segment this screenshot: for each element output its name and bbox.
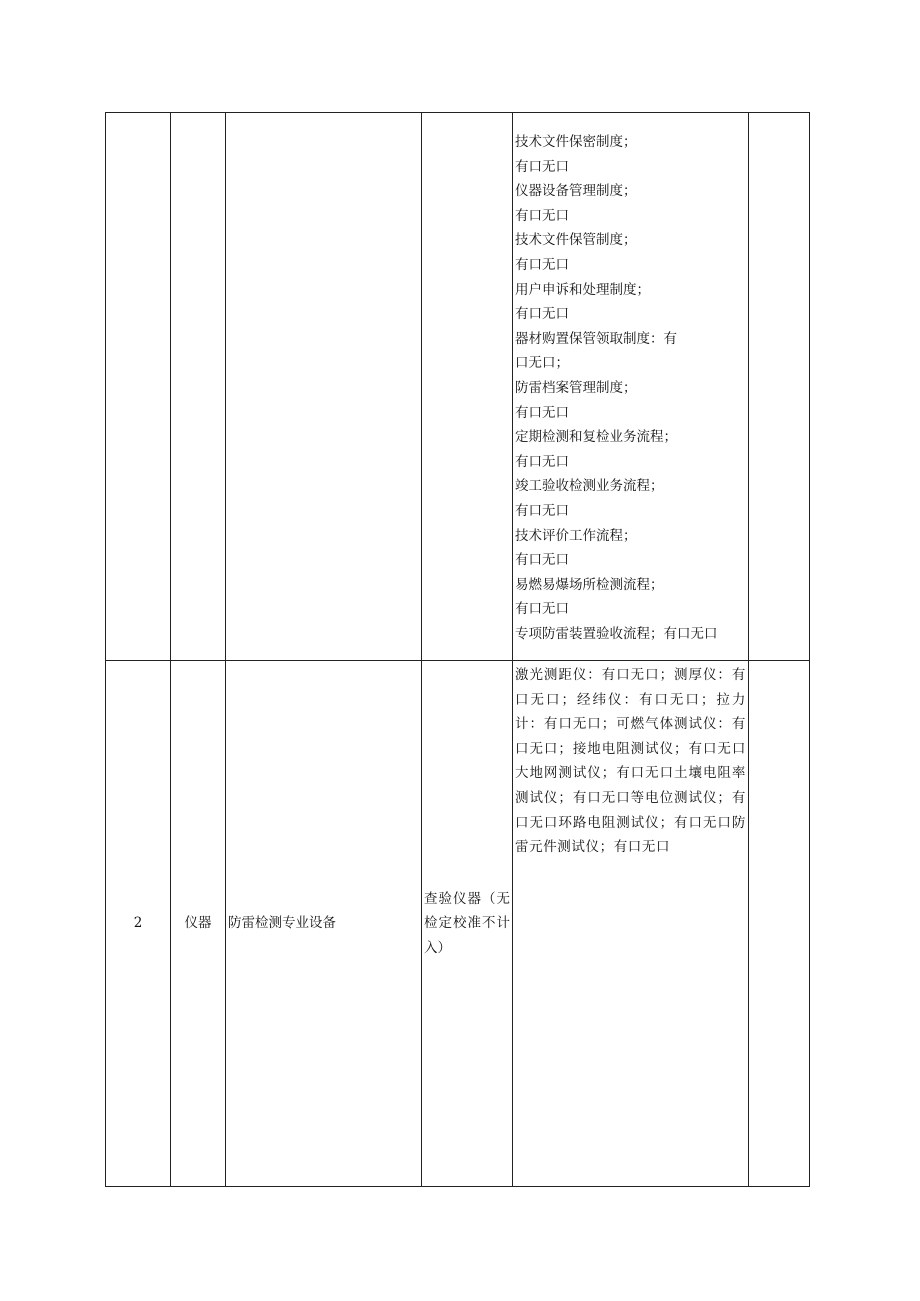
content-line: 有口无口 — [515, 306, 569, 323]
remark-cell — [749, 661, 810, 1187]
content-line: 用户申诉和处理制度； — [515, 281, 650, 298]
method-cell — [422, 113, 513, 661]
content-line: 技术文件保密制度； — [515, 134, 637, 150]
content-line: 有口无口 — [515, 256, 569, 273]
content-cell: 激光测距仪：有口无口；测厚仪：有口无口；经纬仪：有口无口；拉力计：有口无口；可燃气体测试仪：有口无口；接地电阻测试仪；有口无口大地网测试仪；有口无口土壤电阻率测试仪；有口无口等电位测试仪；有口无口环路电阻测试仪；有口无口防雷元件测试仪；有口无口 — [513, 661, 749, 1187]
content-line: 定期检测和复检业务流程； — [515, 429, 677, 446]
content-line: 口无口； — [515, 355, 569, 372]
table-row — [106, 113, 810, 661]
content-line: 竣工验收检测业务流程； — [515, 478, 664, 495]
content-line: 有口无口 — [515, 502, 569, 519]
remark-cell — [749, 113, 810, 661]
item-cell: 防雷检测专业设备 — [226, 661, 422, 1187]
number-cell — [106, 113, 171, 661]
number-cell: 2 — [106, 661, 171, 1187]
content-line: 有口无口 — [515, 601, 569, 618]
content-line: 有口无口 — [515, 552, 569, 569]
content-line: 易燃易爆场所检测流程； — [515, 576, 664, 593]
item-cell — [226, 113, 422, 661]
table-row — [106, 661, 810, 1187]
content-line: 防雷档案管理制度； — [515, 379, 637, 396]
content-line: 技术文件保管制度； — [515, 232, 637, 249]
method-cell: 查验仪器（无检定校准不计入） — [422, 661, 513, 1187]
content-line: 仪器设备管理制度； — [515, 183, 637, 200]
category-cell: 仪器 — [171, 661, 226, 1187]
category-cell — [171, 113, 226, 661]
content-line: 专项防雷装置验收流程；有口无口 — [515, 625, 718, 642]
content-line: 技术评价工作流程； — [515, 527, 637, 544]
content-line: 有口无口 — [515, 404, 569, 421]
inspection-table — [105, 112, 810, 1187]
content-line: 有口无口 — [515, 158, 569, 175]
content-cell — [513, 113, 749, 661]
content-line: 器材购置保管领取制度：有 — [515, 330, 677, 347]
content-line: 有口无口 — [515, 207, 569, 224]
content-line: 有口无口 — [515, 453, 569, 470]
